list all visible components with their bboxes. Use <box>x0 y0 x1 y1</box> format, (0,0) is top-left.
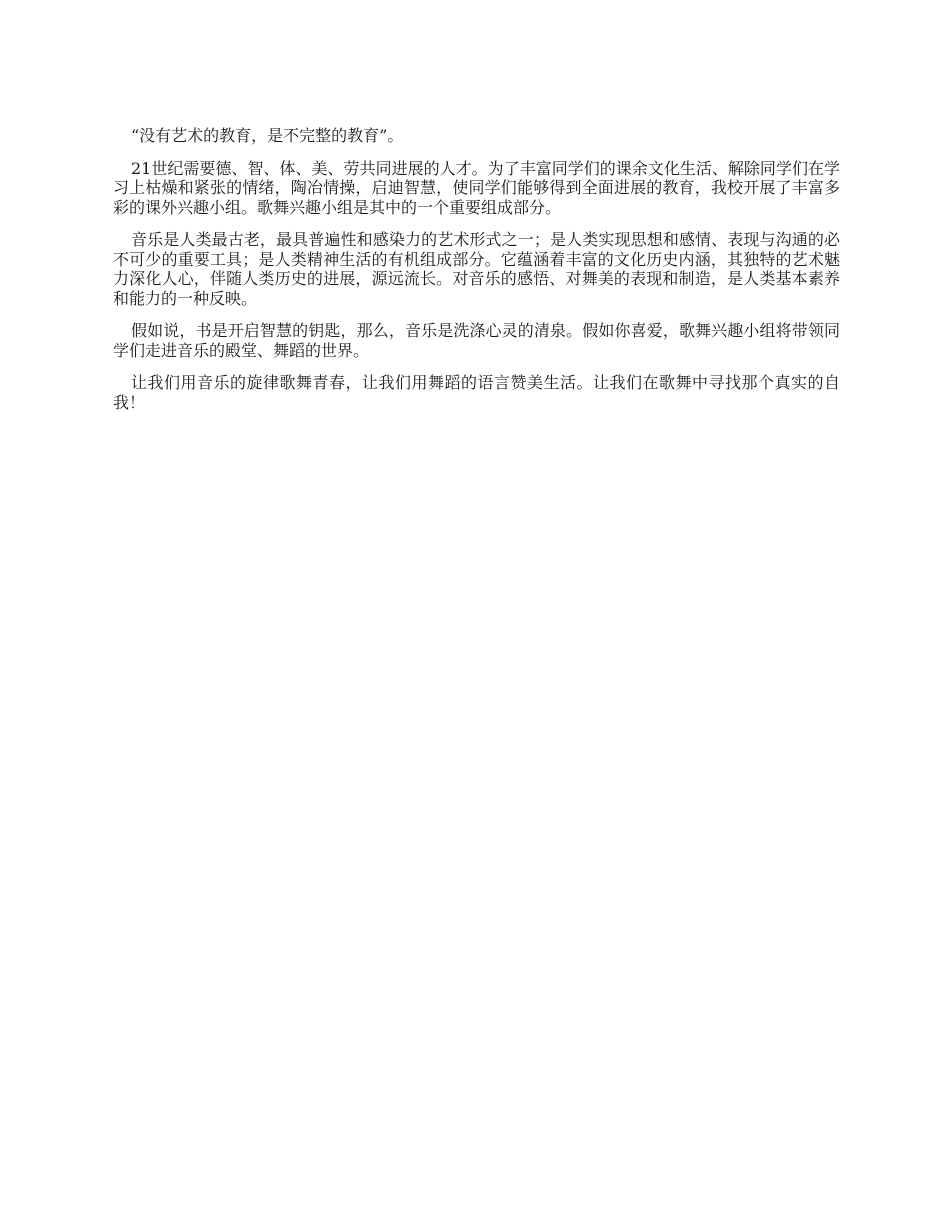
document-body <box>113 126 840 425</box>
paragraph-music-art: 音乐是人类最古老，最具普遍性和感染力的艺术形式之一；是人类实现思想和感情、表现与沟通的必不可少的重要工具；是人类精神生活的有机组成部分。它蕴涵着丰富的文化历史内涵，其独特的艺术魅力深化人心，伴随人类历史的进展，源远流长。对音乐的感悟、对舞美的表现和制造，是人类基本素养和能力的一种反映。 <box>113 230 840 308</box>
paragraph-intro-quote: “没有艺术的教育，是不完整的教育”。 <box>131 126 404 145</box>
paragraph-interest-groups: 21世纪需要德、智、体、美、劳共同进展的人才。为了丰富同学们的课余文化生活、解除同学们在学习上枯燥和紧张的情绪，陶冶情操，启迪智慧，使同学们能够得到全面进展的教育，我校开展了丰富多彩的课外兴趣小组。歌舞兴趣小组是其中的一个重要组成部分。 <box>113 158 840 217</box>
paragraph-closing: 让我们用音乐的旋律歌舞青春，让我们用舞蹈的语言赞美生活。让我们在歌舞中寻找那个真实的自我！ <box>113 373 840 412</box>
paragraph-wisdom-spring: 假如说，书是开启智慧的钥匙，那么，音乐是洗涤心灵的清泉。假如你喜爱，歌舞兴趣小组将带领同学们走进音乐的殿堂、舞蹈的世界。 <box>113 321 840 360</box>
